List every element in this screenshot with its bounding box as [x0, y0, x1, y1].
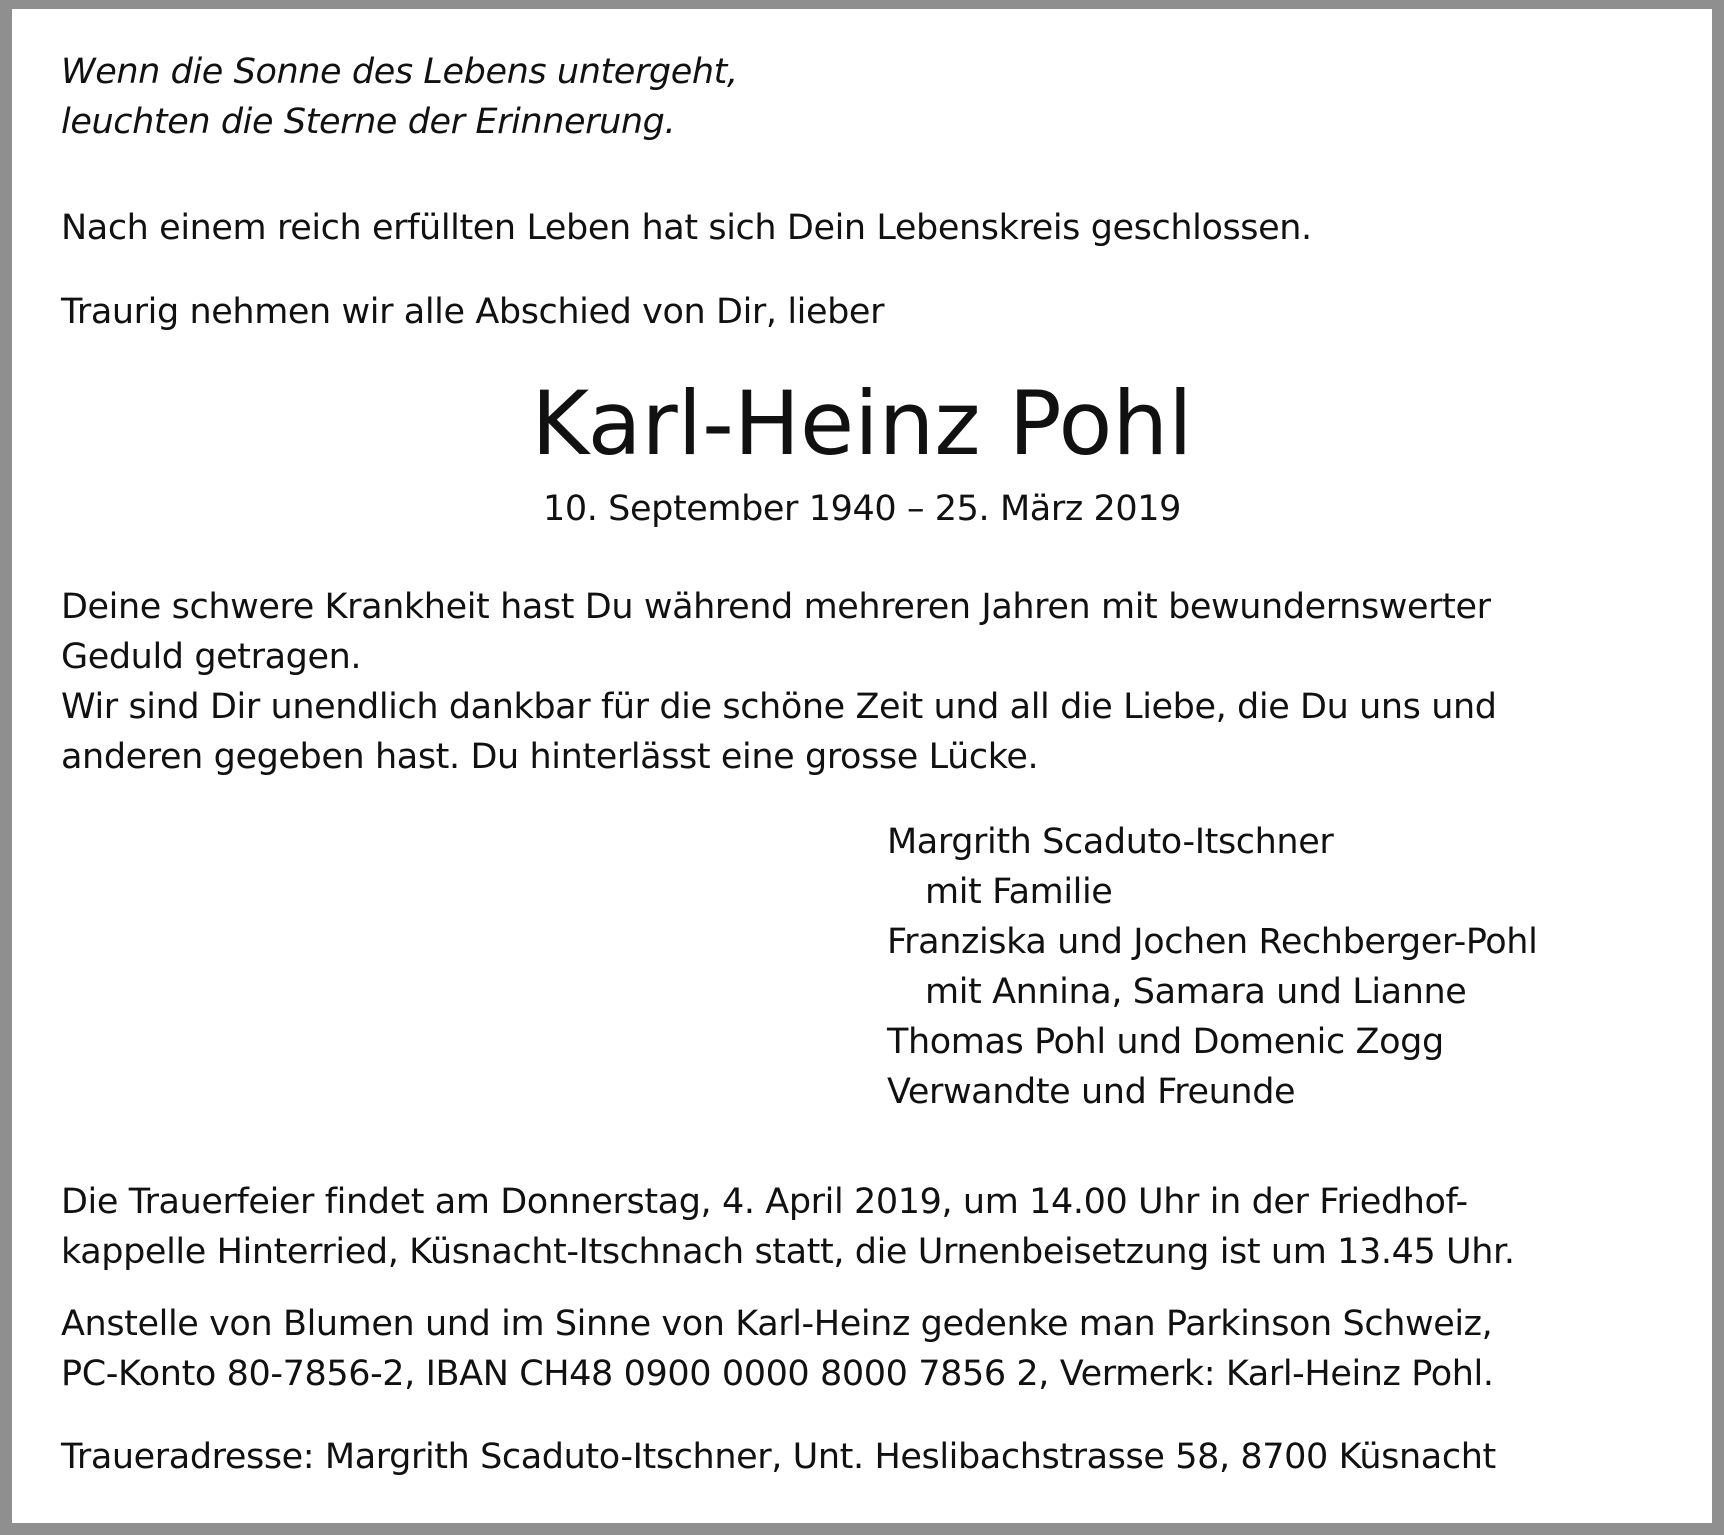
- tribute-text: [61, 582, 1672, 782]
- motto-line: leuchten die Sterne der Erinnerung.: [61, 102, 676, 142]
- farewell-sentence: [61, 287, 1672, 337]
- donation-line: PC-Konto 80-7856-2, IBAN CH48 0900 0000 8000 7856 2, Vermerk: Karl-Heinz Pohl.: [61, 1354, 1494, 1394]
- obituary-card: [12, 9, 1712, 1523]
- intro-line: Traurig nehmen wir alle Abschied von Dir, lieber: [61, 292, 885, 332]
- tribute-line: Wir sind Dir unendlich dankbar für die schöne Zeit und all die Liebe, die Du uns und: [61, 687, 1497, 727]
- tribute-line: anderen gegeben hast. Du hinterlässt eine grosse Lücke.: [61, 737, 1039, 777]
- mourner-line: Verwandte und Freunde: [887, 1072, 1296, 1112]
- mourner-line: Franziska und Jochen Rechberger-Pohl: [887, 922, 1538, 962]
- mourner-line: mit Annina, Samara und Lianne: [925, 972, 1467, 1012]
- tribute-line: Deine schwere Krankheit hast Du während mehreren Jahren mit bewundernswerter: [61, 587, 1491, 627]
- intro-sentence: [61, 203, 1672, 253]
- address-line: Traueradresse: Margrith Scaduto-Itschner, Unt. Heslibachstrasse 58, 8700 Küsnacht: [61, 1437, 1496, 1477]
- deceased-name: Karl-Heinz Pohl: [531, 372, 1193, 475]
- mourner-line: Thomas Pohl und Domenic Zogg: [887, 1022, 1444, 1062]
- ceremony-info: [61, 1177, 1672, 1277]
- mourners-list: [887, 817, 1537, 1117]
- intro-line: Nach einem reich erfüllten Leben hat sich Dein Lebenskreis geschlossen.: [61, 208, 1312, 248]
- motto: [61, 47, 1672, 147]
- donation-info: [61, 1299, 1672, 1399]
- mourner-line: mit Familie: [925, 872, 1113, 912]
- mourning-address: [61, 1432, 1672, 1482]
- mourner-line: Margrith Scaduto-Itschner: [887, 822, 1334, 862]
- ceremony-line: kappelle Hinterried, Küsnacht-Itschnach statt, die Urnenbeisetzung ist um 13.45 Uhr.: [61, 1232, 1515, 1272]
- tribute-line: Geduld getragen.: [61, 637, 362, 677]
- donation-line: Anstelle von Blumen und im Sinne von Karl-Heinz gedenke man Parkinson Schweiz,: [61, 1304, 1493, 1344]
- ceremony-line: Die Trauerfeier findet am Donnerstag, 4. April 2019, um 14.00 Uhr in der Friedhof-: [61, 1182, 1468, 1222]
- life-dates: 10. September 1940 – 25. März 2019: [543, 489, 1181, 529]
- motto-line: Wenn die Sonne des Lebens untergeht,: [61, 52, 738, 92]
